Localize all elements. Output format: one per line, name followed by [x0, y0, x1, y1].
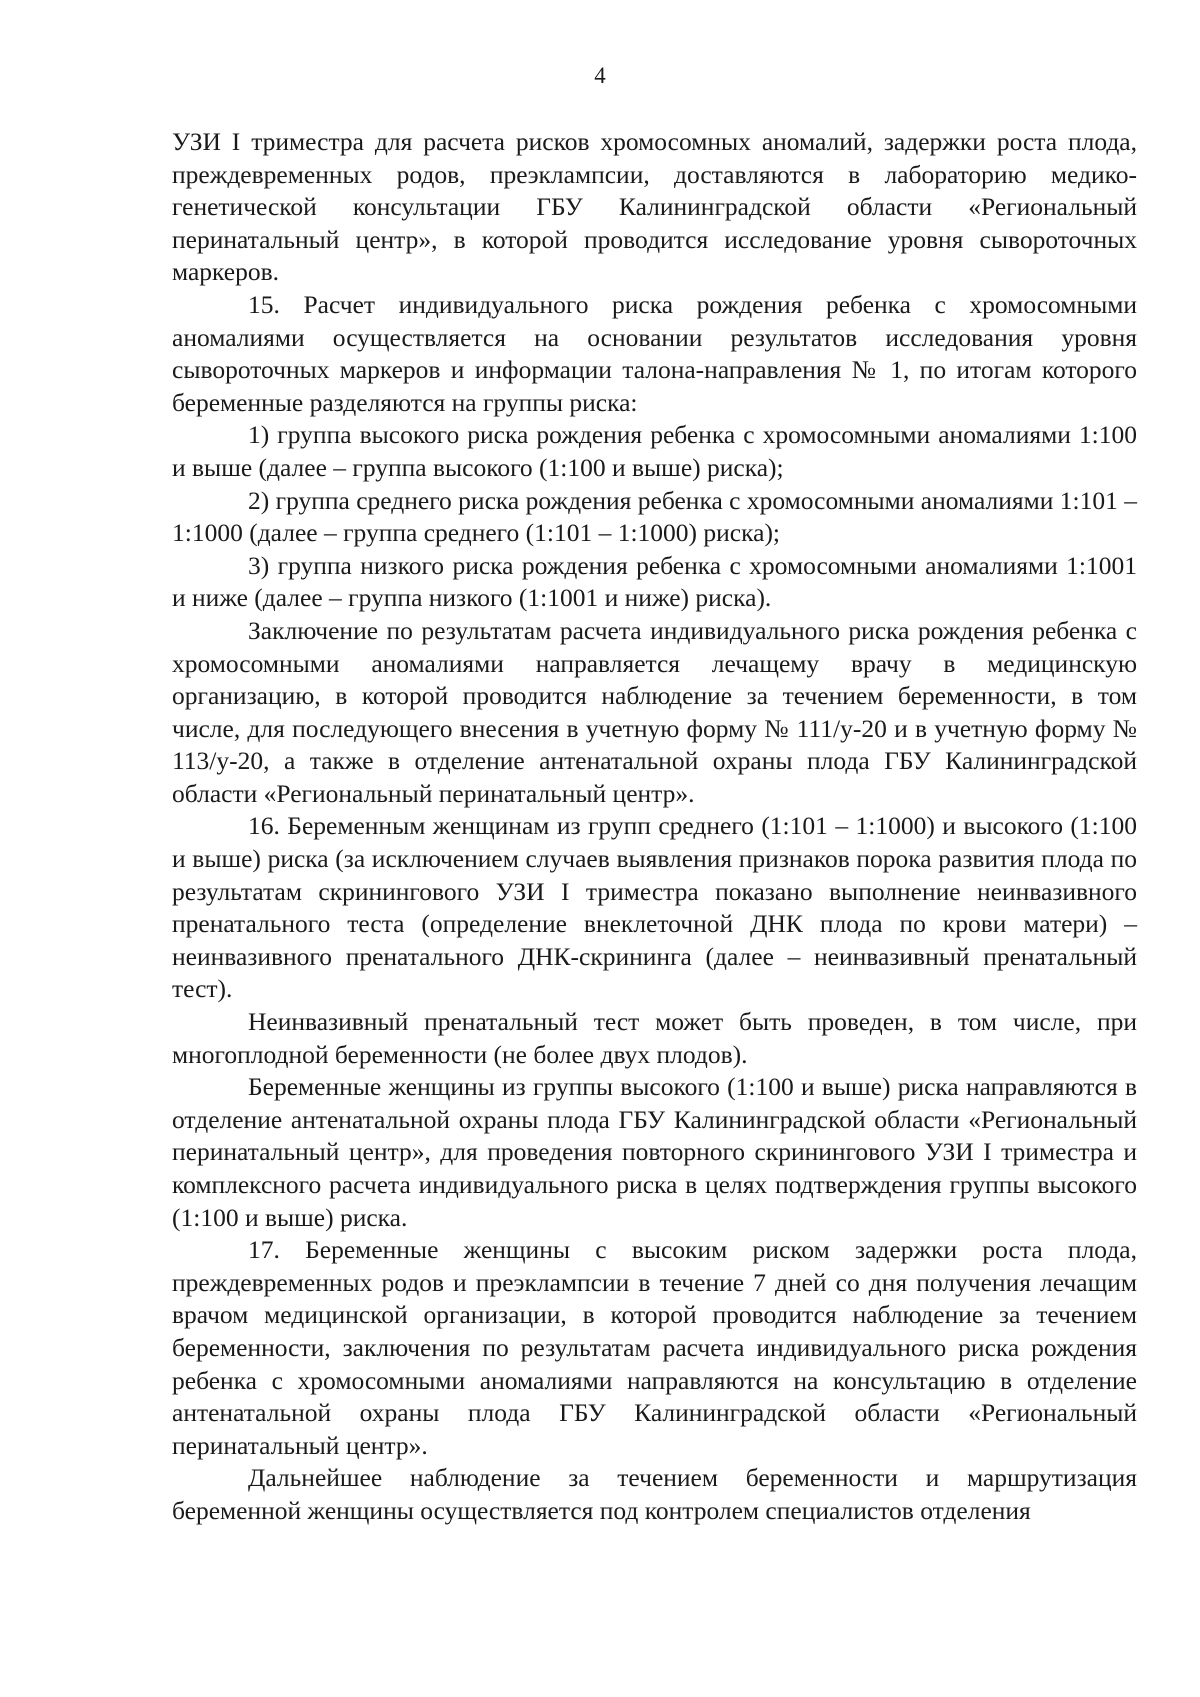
list-item-high-risk: 1) группа высокого риска рождения ребенка с хромосомными аномалиями 1:100 и выше (далее – группа высокого (1:100 и выше) риска);	[172, 420, 1137, 482]
paragraph-item-15: 15. Расчет индивидуального риска рождения ребенка с хромосомными аномалиями осуществляется на основании результатов исследования уровня сывороточных маркеров и информации талона-направления № 1, по итогам которого беременные разделяются на группы риска:	[172, 289, 1137, 417]
paragraph-item-16: 16. Беременным женщинам из групп среднего (1:101 – 1:1000) и высокого (1:100 и выше) риска (за исключением случаев выявления признаков порока развития плода по результатам скринингового УЗИ I триместра показано выполнение неинвазивного пренатального теста (определение внеклеточной ДНК плода по крови матери) – неинвазивного пренатального ДНК-скрининга (далее – неинвазивный пренатальный тест).	[172, 811, 1137, 1004]
paragraph-continuation: УЗИ I триместра для расчета рисков хромосомных аномалий, задержки роста плода, преждевременных родов, преэклампсии, доставляются в лабораторию медико-генетической консультации ГБУ Калининградской области «Региональный перинатальный центр», в которой проводится исследование уровня сывороточных маркеров.	[172, 127, 1137, 287]
document-body	[172, 126, 1137, 1528]
page-number: 4	[594, 63, 606, 88]
paragraph-item-17: 17. Беременные женщины с высоким риском задержки роста плода, преждевременных родов и преэклампсии в течение 7 дней со дня получения лечащим врачом медицинской организации, в которой проводится наблюдение за течением беременности, заключения по результатам расчета индивидуального риска рождения ребенка с хромосомными аномалиями направляются на консультацию в отделение антенатальной охраны плода ГБУ Калининградской области «Региональный перинатальный центр».	[172, 1235, 1137, 1460]
list-item-medium-risk: 2) группа среднего риска рождения ребенка с хромосомными аномалиями 1:101 – 1:1000 (далее – группа среднего (1:101 – 1:1000) риска);	[172, 485, 1137, 548]
paragraph-conclusion: Заключение по результатам расчета индивидуального риска рождения ребенка с хромосомными аномалиями направляется лечащему врачу в медицинскую организацию, в которой проводится наблюдение за течением беременности, в том числе, для последующего внесения в учетную форму № 111/у-20 и в учетную форму № 113/у-20, а также в отделение антенатальной охраны плода ГБУ Калининградской области «Региональный перинатальный центр».	[172, 615, 1137, 808]
paragraph-high-risk-referral: Беременные женщины из группы высокого (1:100 и выше) риска направляются в отделение антенатальной охраны плода ГБУ Калининградской области «Региональный перинатальный центр», для проведения повторного скринингового УЗИ I триместра и комплексного расчета индивидуального риска в целях подтверждения группы высокого (1:100 и выше) риска.	[172, 1072, 1137, 1232]
list-item-low-risk: 3) группа низкого риска рождения ребенка с хромосомными аномалиями 1:1001 и ниже (далее – группа низкого (1:1001 и ниже) риска).	[172, 550, 1137, 613]
paragraph-noninvasive-test: Неинвазивный пренатальный тест может быть проведен, в том числе, при многоплодной беременности (не более двух плодов).	[172, 1007, 1137, 1069]
paragraph-further-observation: Дальнейшее наблюдение за течением беременности и маршрутизация беременной женщины осуществляется под контролем специалистов отделения	[172, 1463, 1137, 1525]
